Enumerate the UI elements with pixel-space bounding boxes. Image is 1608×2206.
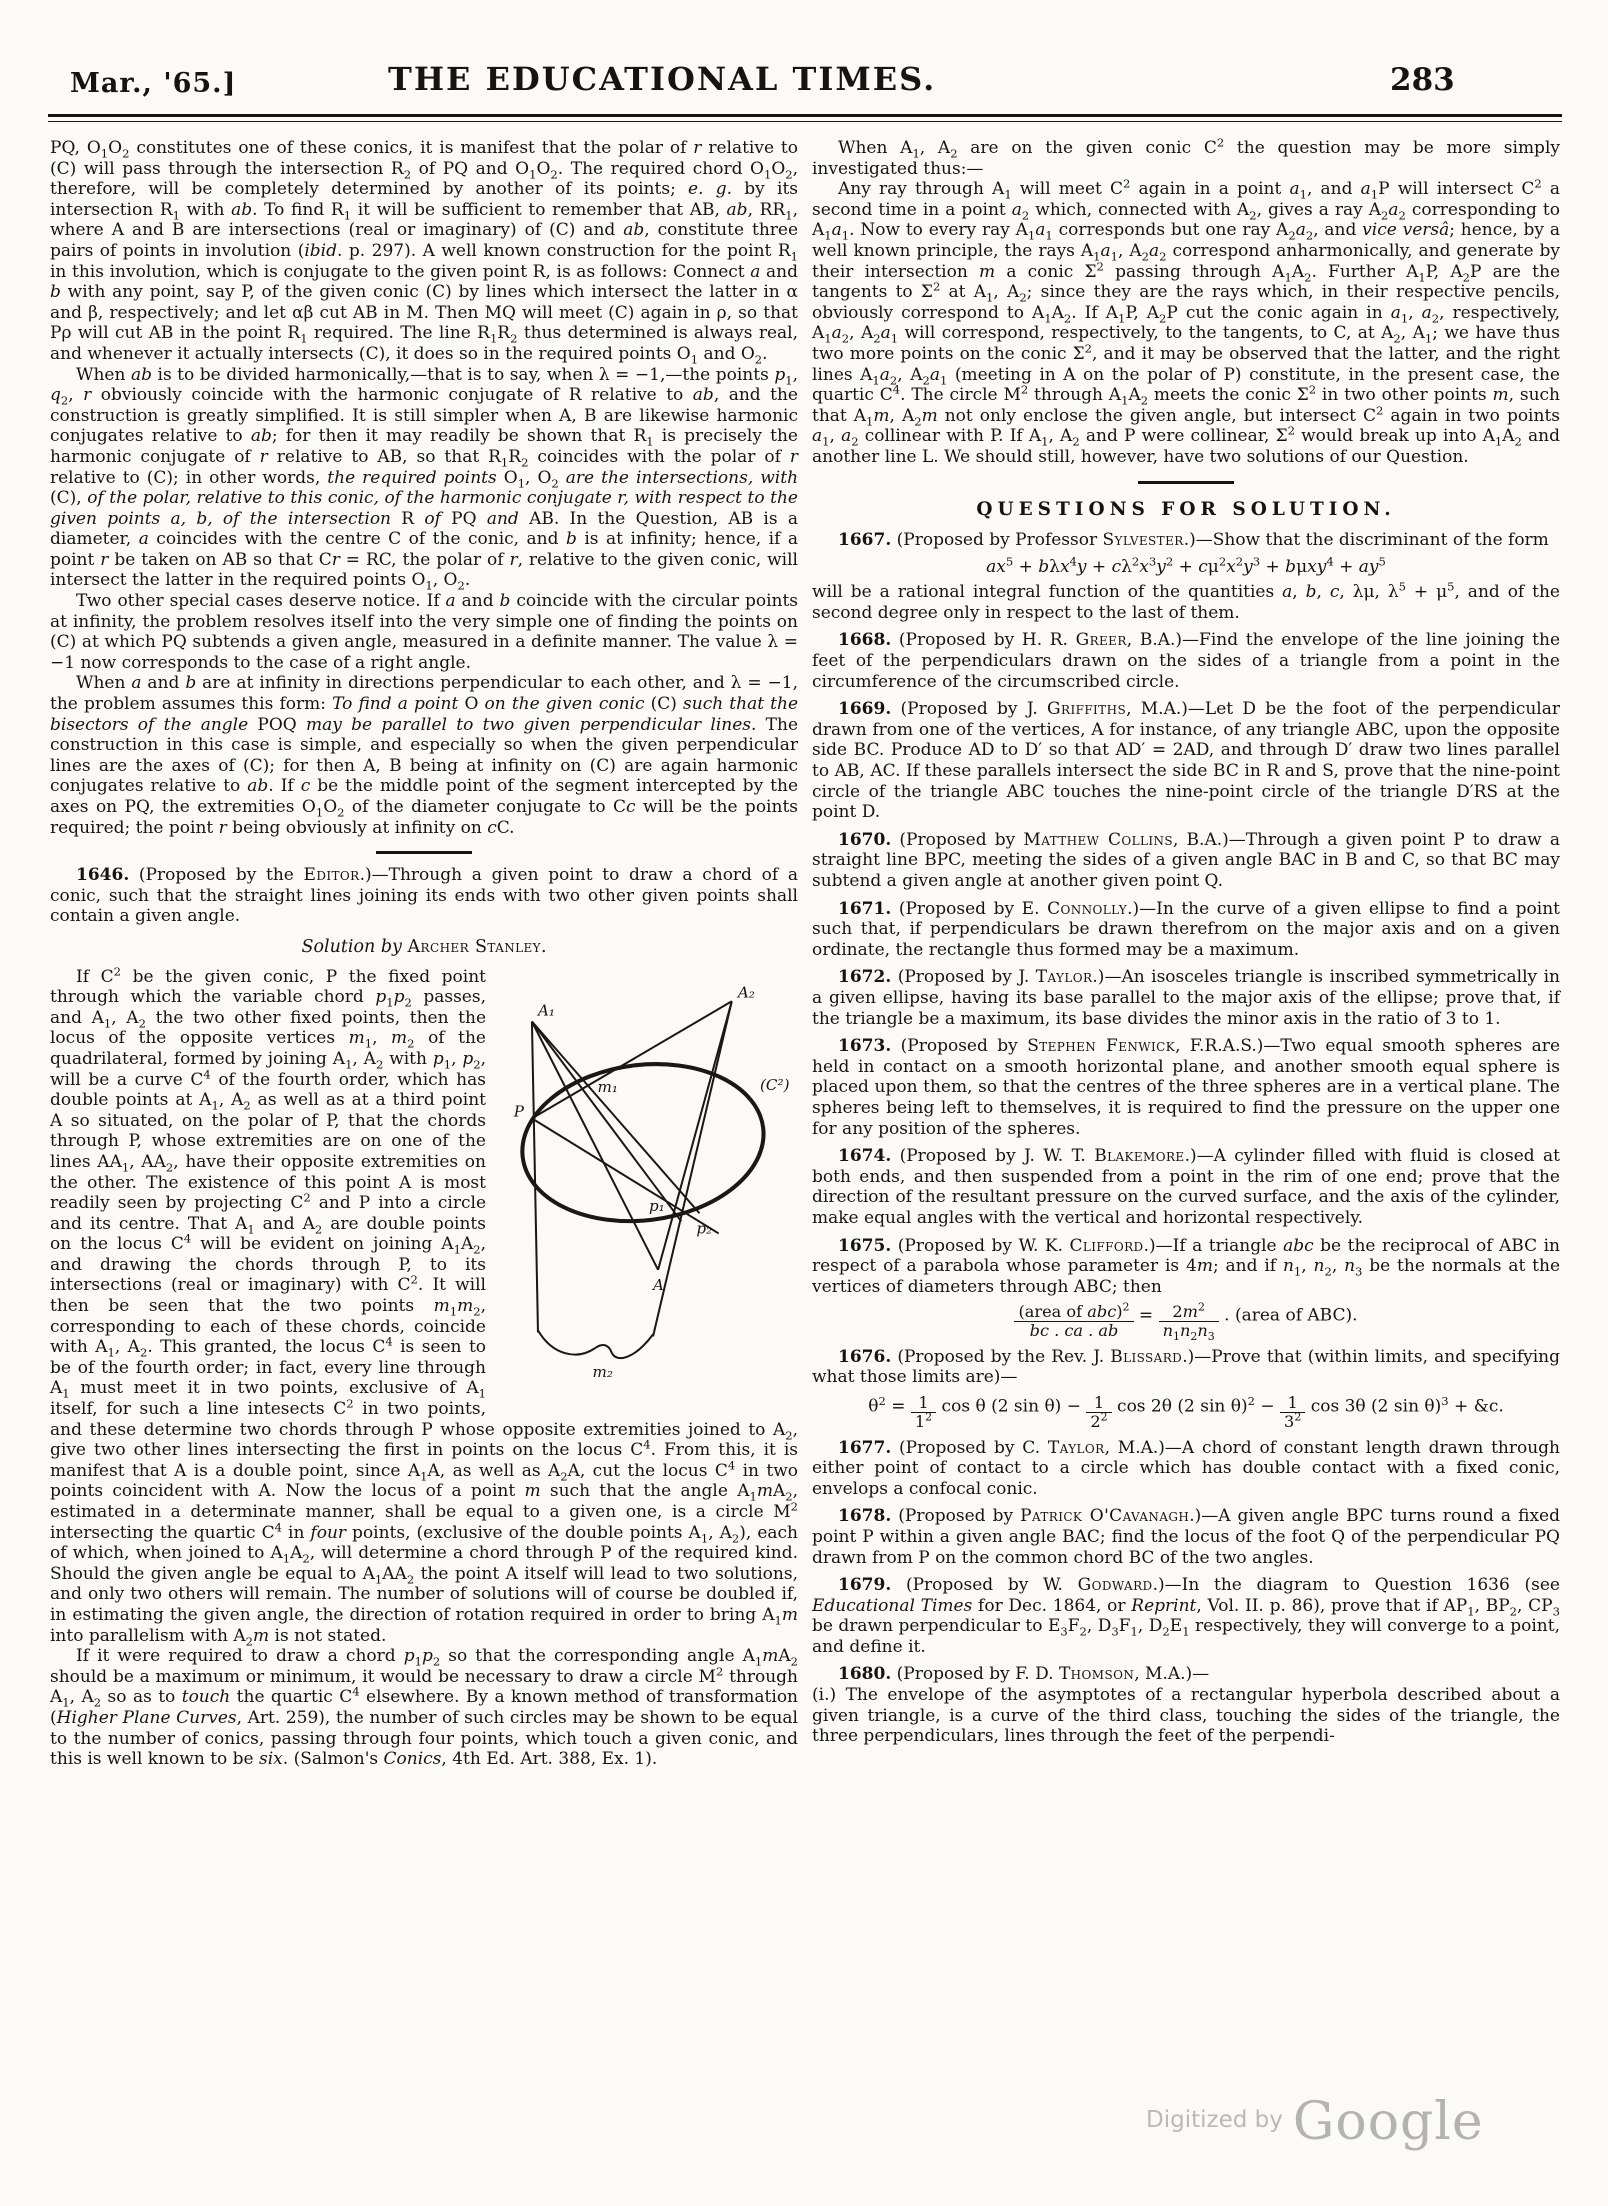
question-1680: 1680. (Proposed by F. D. Thomson, M.A.)— (i.) The envelope of the asymptotes of a rectangular hyperbola described about a given triangle, is a curve of the third class, touching the sides of the triangle, the three perpendiculars, lines through the feet of the perpendi- [812, 1664, 1560, 1747]
solution-paragraph: If $C^2$ be the given conic, P the fixed point through which the variable chord $p_1p_2$ passes, and $A_1$, $A_2$ the two other fixed points, then the locus of the opposite vertices $m_1$, $m_2$ of the quadrilateral, formed by joining $A_1$, $A_2$ with $p_1$, $p_2$, will be a curve $C^4$ of the fourth order, which has double points at $A_1$, $A_2$ as well as at a third point A so situated, on the polar of P, that the chords through P, whose extremities are on one of the lines $AA_1$, $AA_2$, have their opposite extremities on the other. The existence of this point A is most readily seen by projecting $C^2$ and P into a circle and its centre. That $A_1$ and $A_2$ are double points on the locus $C^4$ will be evident on joining $A_1A_2$, and drawing the chords through P, to its intersections (real or imaginary) with $C^2$. It will then be seen that the two points $m_1m_2$, corresponding to each of these chords, coincide with $A_1$, $A_2$. This granted, the locus $C^4$ is seen to be of the fourth order; in fact, every line through $A_1$ must meet it in two points, exclusive of $A_1$ itself, for such a line intesects $C^2$ in two points, and these determine two chords through P whose opposite extremities joined to $A_2$, give two other lines intersecting the first in points on the locus $C^4$. From this, it is manifest that A is a double point, since $A_1A$, as well as $A_2A$, cut the locus $C^4$ in two points coincident with A. Now the locus of a point m such that the angle $A_1mA_2$, estimated in a determinate manner, shall be equal to a given one, is a circle $M^2$ intersecting the quartic $C^4$ in four points, (exclusive of the double points $A_1$, $A_2$), each of which, when joined to $A_1A_2$, will determine a chord through P of the required kind. Should the given angle be equal to $A_1AA_2$ the point A itself will lead to two solutions, and only two others will remain. The number of solutions will of course be doubled if, in estimating the given angle, the direction of rotation required in order to bring $A_1m$ into parallelism with $A_2m$ is not stated. [50, 963, 799, 1648]
header-rule [48, 114, 1562, 122]
question-1673: 1673. (Proposed by Stephen Fenwick, F.R.A.S.)—Two equal smooth spheres are held in contact on a smooth horizontal plane, and another smooth equal sphere is placed upon them, so that the centres of the three spheres are in a vertical plane. The spheres being left to themselves, it is required to find the pressure on the upper one for any position of the spheres. [812, 1036, 1560, 1139]
question-1678: 1678. (Proposed by Patrick O'Cavanagh.)—A given angle BPC turns round a fixed point P within a given angle BAC; find the locus of the foot Q of the perpendicular PQ drawn from P on the common chord BC of the two angles. [812, 1506, 1560, 1568]
body-paragraph: When $A_1$, $A_2$ are on the given conic $C^2$ the question may be more simply investigated thus:— [812, 135, 1560, 179]
construction-lines [532, 1001, 732, 1336]
label-m2: m₂ [592, 1362, 613, 1381]
body-paragraph: Any ray through $A_1$ will meet $C^2$ again in a point $a_1$, and $a_1P$ will intersect $C^2$ a second time in a point $a_2$ which, connected with $A_2$, gives a ray $A_2a_2$ corresponding to $A_1a_1$. Now to every ray $A_1a_1$ corresponds but one ray $A_2a_2$, and vice versâ; hence, by a well known principle, the rays $A_1a_1$, $A_2a_2$ correspond anharmonically, and generate by their intersection m a conic $\Sigma^2$ passing through $A_1A_2$. Further $A_1P$, $A_2P$ are the tangents to $\Sigma^2$ at $A_1$, $A_2$; since they are the rays which, in their respective pencils, obviously correspond to $A_1A_2$. If $A_1P$, $A_2P$ cut the conic again in $a_1$, $a_2$, respectively, $A_1a_2$, $A_2a_1$ will correspond, respectively, to the tangents, to C, at $A_2$, $A_1$; we have thus two more points on the conic $\Sigma^2$, and it may be observed that the latter, and the right lines $A_1a_2$, $A_2a_1$ (meeting in A on the polar of P) constitute, in the present case, the quartic $C^4$. The circle $M^2$ through $A_1A_2$ meets the conic $\Sigma^2$ in two other points m, such that $A_1m$, $A_2m$ not only enclose the given angle, but intersect $C^2$ again in two points $a_1$, $a_2$ collinear with P. If $A_1$, $A_2$ and P were collinear, $\Sigma^2$ would break up into $A_1A_2$ and another line L. We should still, however, have two solutions of our Question. [812, 176, 1561, 467]
body-paragraph: PQ, $O_1O_2$ constitutes one of these conics, it is manifest that the polar of r relative to (C) will pass through the intersection $R_2$ of PQ and $O_1O_2$. The required chord $O_1O_2$, therefore, will be completely determined by another of its points; e. g. by its intersection $R_1$ with ab. To find $R_1$ it will be sufficient to remember that AB, ab, $RR_1$, where A and B are intersections (real or imaginary) of (C) and ab, constitute three pairs of points in involution (ibid. p. 297). A well known construction for the point $R_1$ in this involution, which is conjugate to the given point R, is as follows: Connect a and b with any point, say P, of the given conic (C) by lines which intersect the latter in α and β, respectively; and let αβ cut AB in M. Then MQ will meet (C) again in ρ, so that Pρ will cut AB in the point $R_1$ required. The line $R_1R_2$ thus determined is always real, and whenever it actually intersects (C), it does so in the required points $O_1$ and $O_2$. [50, 138, 799, 367]
journal-title: THE EDUCATIONAL TIMES. [388, 60, 937, 98]
question-1669: 1669. (Proposed by J. Griffiths, M.A.)—Let D be the foot of the perpendicular drawn from one of the vertices, A for instance, of any triangle ABC, upon the opposite side BC. Produce AD to D′ so that AD′ = 2AD, and through D′ draw two lines parallel to AB, AC. If these parallels intersect the side BC in R and S, prove that the nine-point circle of the triangle ABC touches the nine-point circle of the triangle D′RS at the point D. [812, 699, 1560, 823]
google-logo: Google [1292, 2092, 1484, 2152]
issue-date: Mar., '65.] [70, 68, 237, 99]
body-paragraph: When ab is to be divided harmonically,—that is to say, when λ = −1,—the points $p_1$, $q_2$, r obviously coincide with the harmonic conjugate of R relative to ab, and the construction is greatly simplified. It is still simpler when A, B are likewise harmonic conjugates relative to ab; for then it may readily be shown that $R_1$ is precisely the harmonic conjugate of r relative to AB, so that $R_1R_2$ coincides with the polar of r relative to (C); in other words, the required points $O_1$, $O_2$ are the intersections, with (C), of the polar, relative to this conic, of the harmonic conjugate r, with respect to the given points a, b, of the intersection R of PQ and AB. In the Question, AB is a diameter, a coincides with the centre C of the conic, and b is at infinity; hence, if a point r be taken on AB so that Cr = RC, the polar of r, relative to the given conic, will intersect the latter in the required points $O_1$, $O_2$. [50, 364, 799, 593]
question-1679: 1679. (Proposed by W. Godward.)—In the diagram to Question 1636 (see Educational Times for Dec. 1864, or Reprint, Vol. II. p. 86), prove that if $AP_1$, $BP_2$, $CP_3$ be drawn perpendicular to $E_3F_2$, $D_3F_1$, $D_2E_1$ respectively, they will converge to a point, and define it. [812, 1575, 1560, 1657]
question-1646: 1646. (Proposed by the Editor.)—Through a given point to draw a chord of a conic, such that the straight lines joining its ends with two other given points shall contain a given angle. [50, 865, 798, 927]
question-1671: 1671. (Proposed by E. Connolly.)—In the curve of a given ellipse to find a point such that, if perpendiculars be drawn therefrom on the major axis and on a given ordinate, the rectangle thus formed may be a maximum. [812, 898, 1560, 960]
brace-curve [538, 1330, 653, 1358]
question-1672: 1672. (Proposed by J. Taylor.)—An isosceles triangle is inscribed symmetrically in a given ellipse, having its base parallel to the major axis of the ellipse; prove that, if the triangle be a maximum, its base divides the minor axis in the ratio of 3 to 1. [812, 967, 1560, 1029]
watermark-text: Digitized by [1146, 2107, 1283, 2133]
label-p: P [513, 1101, 524, 1120]
question-1676: 1676. (Proposed by the Rev. J. Blissard.)—Prove that (within limits, and specifying what those limits are)— $\theta^2$ = $\frac{1}{1^2}$ cos θ (2 sin θ) − $\frac{1}{2^2}$ cos 2θ (2 sin θ)$^2$ − $\frac{1}{3^2}$ cos 3θ (2 sin θ)$^3$ + &c. [812, 1346, 1560, 1431]
digitized-watermark [1146, 2092, 1484, 2152]
label-m1: m₁ [597, 1077, 618, 1096]
geometry-figure [498, 969, 798, 1403]
solution-paragraph: If it were required to draw a chord $p_1p_2$ so that the corresponding angle $A_1mA_2$ should be a maximum or minimum, it would be necessary to draw a circle $M^2$ through $A_1$, $A_2$ so as to touch the quartic $C^4$ elsewhere. By a known method of transformation (Higher Plane Curves, Art. 259), the number of such circles may be shown to be equal to the number of conics, passing through four points, which touch a given conic, and this is well known to be six. (Salmon's Conics, 4th Ed. Art. 388, Ex. 1). [50, 1646, 799, 1770]
question-1675: 1675. (Proposed by W. K. Clifford.)—If a triangle abc be the reciprocal of ABC in respect of a parabola whose parameter is 4m; and if $n_1$, $n_2$, $n_3$ be the normals at the vertices of diameters through ABC; then $\frac{(area of abc)^2}{bc . ca . ab}$ = $\frac{2m^2}{n_1n_2n_3}$ . (area of ABC). [812, 1235, 1561, 1344]
label-a: A [653, 1275, 664, 1294]
section-divider [1138, 481, 1234, 484]
label-p2: p₂ [696, 1218, 713, 1237]
question-1670: 1670. (Proposed by Matthew Collins, B.A.)—Through a given point P to draw a straight line BPC, meeting the sides of a given angle BAC in B and C, so that BC may subtend a given angle at another given point Q. [812, 829, 1560, 891]
left-column [50, 138, 798, 1770]
label-conic: (C²) [760, 1075, 790, 1094]
section-divider [376, 851, 472, 854]
label-a2: A₂ [737, 982, 755, 1001]
right-column [812, 135, 1561, 1747]
page-number: 283 [1390, 62, 1455, 98]
questions-heading: QUESTIONS FOR SOLUTION. [976, 498, 1396, 520]
conic-ellipse [513, 1050, 772, 1234]
label-p1: p₁ [649, 1196, 665, 1215]
question-1677: 1677. (Proposed by C. Taylor, M.A.)—A chord of constant length drawn through either point of contact to a circle which has double contact with a fixed conic, envelops a confocal conic. [812, 1437, 1560, 1499]
body-paragraph: When a and b are at infinity in directions perpendicular to each other, and λ = −1, the problem assumes this form: To find a point O on the given conic (C) such that the bisectors of the angle POQ may be parallel to two given perpendicular lines. The construction in this case is simple, and especially so when the given perpendicular lines are the axes of (C); for then A, B being at infinity on (C) are again harmonic conjugates relative to ab. If c be the middle point of the segment intercepted by the axes on PQ, the extremities $O_1O_2$ of the diameter conjugate to Cc will be the points required; the point r being obviously at infinity on cC. [50, 673, 799, 838]
question-1668: 1668. (Proposed by H. R. Greer, B.A.)—Find the envelope of the line joining the feet of the perpendiculars drawn on the sides of a triangle from a point in the circumference of the circumscribed circle. [812, 630, 1561, 692]
label-a1: A₁ [537, 1000, 555, 1019]
question-1674: 1674. (Proposed by J. W. T. Blakemore.)—A cylinder filled with fluid is closed at both ends, and then suspended from a point in the rim of one end; prove that the direction of the resultant pressure on the curved surface, and the axis of the cylinder, make equal angles with the vertical and horizontal respectively. [812, 1146, 1560, 1228]
solution-heading: Solution by Archer Stanley. [301, 936, 547, 957]
body-paragraph: Two other special cases deserve notice. If a and b coincide with the circular points at infinity, the problem resolves itself into the very simple one of finding the points on (C) at which PQ subtends a given angle, measured in a definite manner. The value λ = −1 now corresponds to the case of a right angle. [50, 591, 799, 673]
question-1667: 1667. (Proposed by Professor Sylvester.)—Show that the discriminant of the form $ax^5 + b\lambda x^4y + c\lambda^2x^3y^2 + c\mu^2x^2y^3 + b\mu xy^4 + ay^5$ will be a rational integral function of the quantities a, b, c, λμ, $\lambda^5 + \mu^5$, and of the second degree only in respect to the last of them. [812, 530, 1560, 623]
